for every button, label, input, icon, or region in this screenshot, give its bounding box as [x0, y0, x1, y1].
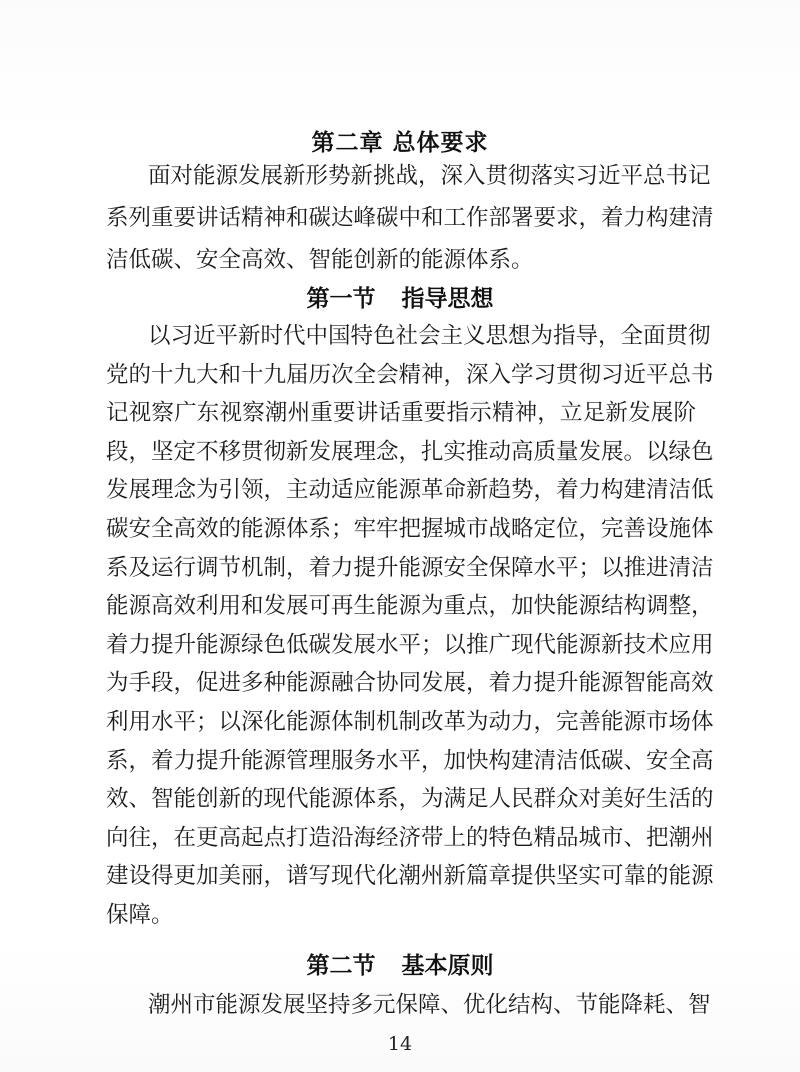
section-1-line-4: 段，坚定不移贯彻新发展理念，扎实推动高质量发展。以绿色 — [106, 438, 714, 465]
section-1-line-9: 着力提升能源绿色低碳发展水平；以推广现代能源新技术应用 — [106, 631, 714, 658]
section-1-title: 指导思想 — [401, 286, 494, 312]
page-number: 14 — [387, 1033, 413, 1055]
chapter-title: 第二章 总体要求 — [311, 130, 489, 156]
section-1-line-15: 建设得更加美丽，谱写现代化潮州新篇章提供坚实可靠的能源 — [106, 863, 714, 890]
section-2-heading — [0, 947, 800, 980]
section-2-line-1: 潮州市能源发展坚持多元保障、优化结构、节能降耗、智 — [148, 992, 711, 1018]
section-1-line-3: 记视察广东视察潮州重要讲话重要指示精神，立足新发展阶 — [106, 400, 696, 427]
section-1-line-8: 能源高效利用和发展可再生能源为重点，加快能源结构调整， — [106, 593, 714, 620]
section-1-line-16: 保障。 — [106, 902, 174, 928]
section-2-number: 第二节 — [306, 953, 376, 979]
section-1-line-5: 发展理念为引领，主动适应能源革命新趋势，着力构建清洁低 — [106, 477, 714, 504]
section-1-heading — [0, 280, 800, 313]
section-1-line-14: 向往，在更高起点打造沿海经济带上的特色精品城市、把潮州 — [106, 824, 714, 851]
intro-line-2: 系列重要讲话精神和碳达峰碳中和工作部署要求，着力构建清 — [106, 205, 714, 231]
intro-line-3: 洁低碳、安全高效、智能创新的能源体系。 — [106, 247, 534, 273]
section-1-line-2: 党的十九大和十九届历次全会精神，深入学习贯彻习近平总书 — [106, 361, 714, 388]
section-1-line-13: 效、智能创新的现代能源体系，为满足人民群众对美好生活的 — [106, 786, 714, 813]
section-1-line-7: 系及运行调节机制，着力提升能源安全保障水平；以推进清洁 — [106, 554, 714, 581]
section-1-line-1: 以习近平新时代中国特色社会主义思想为指导，全面贯彻 — [148, 323, 711, 349]
section-1-line-12: 系，着力提升能源管理服务水平，加快构建清洁低碳、安全高 — [106, 747, 714, 774]
section-2-title: 基本原则 — [401, 953, 494, 979]
section-1-number: 第一节 — [306, 286, 376, 312]
intro-line-1: 面对能源发展新形势新挑战，深入贯彻落实习近平总书记 — [148, 163, 711, 189]
section-1-line-10: 为手段，促进多种能源融合协同发展，着力提升能源智能高效 — [106, 670, 714, 697]
section-1-line-6: 碳安全高效的能源体系；牢牢把握城市战略定位，完善设施体 — [106, 516, 714, 542]
section-1-line-11: 利用水平；以深化能源体制机制改革为动力，完善能源市场体 — [106, 709, 714, 735]
